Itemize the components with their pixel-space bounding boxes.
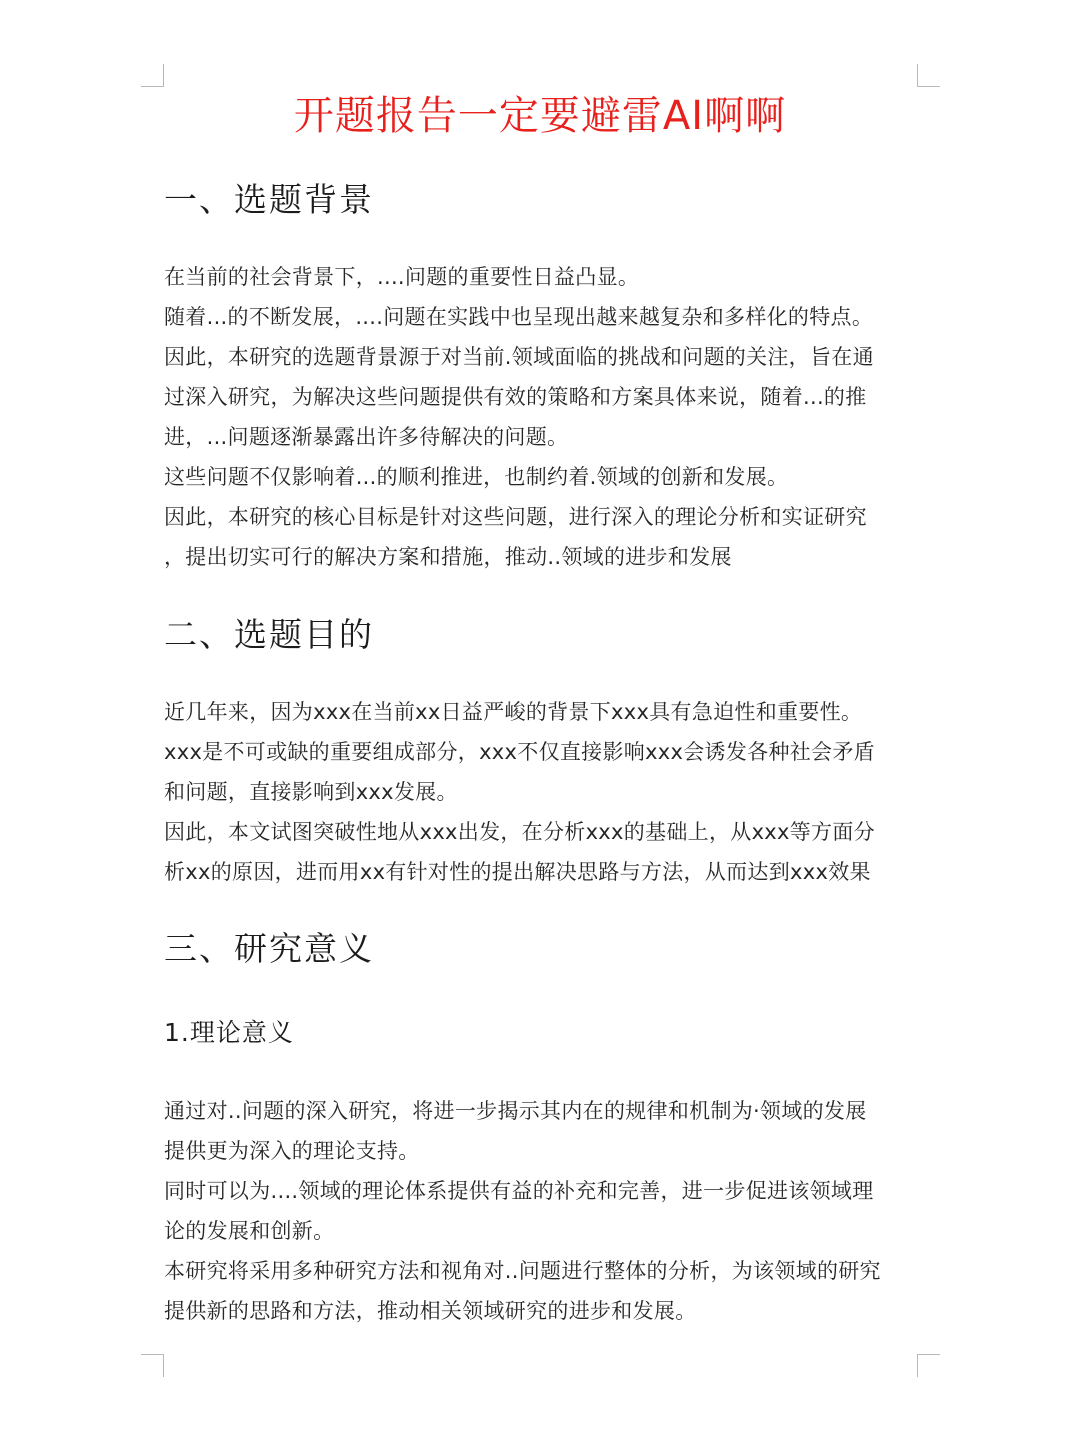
section-heading-purpose: 二、选题目的 bbox=[164, 615, 374, 654]
subsection-heading-theoretical: 1.理论意义 bbox=[164, 1018, 294, 1047]
paragraph-line: 提供新的思路和方法，推动相关领域研究的进步和发展。 bbox=[164, 1299, 697, 1323]
document-title: 开题报告一定要避雷AI啊啊 bbox=[293, 93, 787, 139]
paragraph-line: 随着...的不断发展，....问题在实践中也呈现出越来越复杂和多样化的特点。 bbox=[164, 305, 874, 329]
section-body-background bbox=[164, 257, 916, 577]
crop-mark-top-left bbox=[141, 64, 164, 87]
paragraph-line: 提供更为深入的理论支持。 bbox=[164, 1139, 420, 1163]
paragraph-line: xxx是不可或缺的重要组成部分，xxx不仅直接影响xxx会诱发各种社会矛盾 bbox=[164, 740, 875, 764]
section-body-significance bbox=[164, 1091, 916, 1331]
paragraph-line: 在当前的社会背景下，....问题的重要性日益凸显。 bbox=[164, 265, 640, 289]
paragraph-line: 近几年来，因为xxx在当前xx日益严峻的背景下xxx具有急迫性和重要性。 bbox=[164, 700, 863, 724]
paragraph-line: 论的发展和创新。 bbox=[164, 1219, 335, 1243]
paragraph-line: 过深入研究，为解决这些问题提供有效的策略和方案具体来说，随着...的推 bbox=[164, 385, 867, 409]
crop-mark-bottom-left bbox=[141, 1354, 164, 1377]
paragraph-line: ，提出切实可行的解决方案和措施，推动..领域的进步和发展 bbox=[164, 545, 732, 569]
crop-mark-top-right bbox=[917, 64, 940, 87]
paragraph-line: 因此，本文试图突破性地从xxx出发，在分析xxx的基础上，从xxx等方面分 bbox=[164, 820, 875, 844]
crop-mark-bottom-right bbox=[917, 1354, 940, 1377]
paragraph-line: 这些问题不仅影响着...的顺利推进，也制约着.领域的创新和发展。 bbox=[164, 465, 789, 489]
paragraph-line: 和问题，直接影响到xxx发展。 bbox=[164, 780, 458, 804]
paragraph-line: 因此，本研究的核心目标是针对这些问题，进行深入的理论分析和实证研究 bbox=[164, 505, 867, 529]
section-heading-background: 一、选题背景 bbox=[164, 180, 374, 219]
paragraph-line: 本研究将采用多种研究方法和视角对..问题进行整体的分析，为该领域的研究 bbox=[164, 1259, 881, 1283]
paragraph-line: 通过对..问题的深入研究，将进一步揭示其内在的规律和机制为·领域的发展 bbox=[164, 1099, 867, 1123]
paragraph-line: 析xx的原因，进而用xx有针对性的提出解决思路与方法，从而达到xxx效果 bbox=[164, 860, 871, 884]
paragraph-line: 进，...问题逐渐暴露出许多待解决的问题。 bbox=[164, 425, 569, 449]
paragraph-line: 同时可以为....领域的理论体系提供有益的补充和完善，进一步促进该领域理 bbox=[164, 1179, 874, 1203]
paragraph-line: 因此，本研究的选题背景源于对当前.领域面临的挑战和问题的关注，旨在通 bbox=[164, 345, 874, 369]
section-body-purpose bbox=[164, 692, 916, 892]
section-heading-significance: 三、研究意义 bbox=[164, 929, 374, 968]
